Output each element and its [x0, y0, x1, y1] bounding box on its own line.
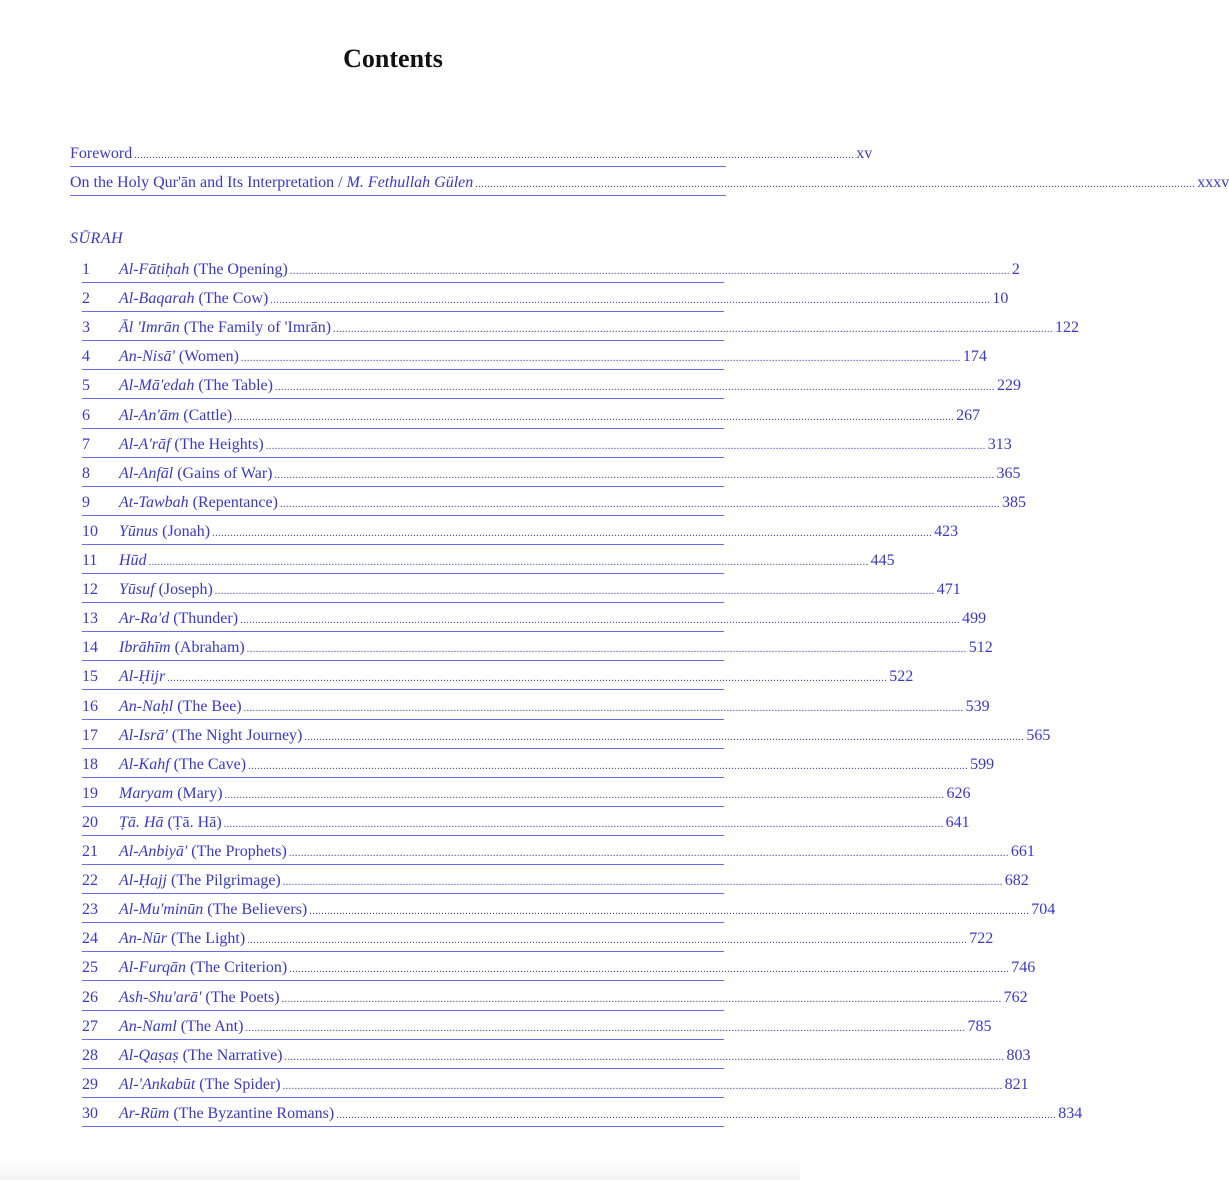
toc-entry-label [82, 842, 287, 862]
surah-name: Yūsuf [119, 581, 155, 598]
surah-name: Hūd [119, 552, 147, 569]
surah-name: An-Naml [119, 1018, 177, 1035]
toc-link-surah[interactable] [82, 842, 1035, 865]
toc-entry-label [82, 289, 268, 309]
surah-number: 30 [82, 1105, 98, 1122]
surah-number: 28 [82, 1047, 98, 1064]
toc-link-interpretation[interactable] [70, 173, 1229, 196]
toc-page-number: 229 [996, 377, 1021, 394]
leader-dots: ................................................................................................................................................................................................................................................ [214, 586, 935, 597]
surah-name: Ash-Shu'arā' [119, 989, 202, 1006]
surah-name: Al-Anfāl [119, 465, 174, 482]
toc-entry-label [82, 1046, 283, 1066]
toc-entry-label [82, 871, 281, 891]
surah-name: Al-Kahf [119, 756, 170, 773]
surah-meaning: (Jonah) [158, 523, 211, 540]
surah-number: 29 [82, 1076, 98, 1093]
toc-page-number: 626 [946, 785, 971, 802]
surah-meaning: (Women) [174, 348, 239, 365]
surah-meaning: (Mary) [173, 785, 223, 802]
toc-link-surah[interactable] [82, 1046, 1031, 1069]
surah-meaning: (Thunder) [169, 610, 239, 627]
toc-page-number: 423 [934, 523, 959, 540]
surah-meaning: (The Narrative) [178, 1047, 283, 1064]
leader-dots: ................................................................................................................................................................................................................................................ [265, 441, 986, 452]
surah-number: 27 [82, 1018, 98, 1035]
surah-name: An-Nūr [119, 930, 167, 947]
surah-number: 2 [82, 290, 90, 307]
surah-number: 19 [82, 785, 98, 802]
toc-link-surah[interactable] [82, 376, 1021, 399]
toc-link-surah[interactable] [82, 1075, 1029, 1098]
surah-number: 9 [82, 494, 90, 511]
toc-page-number: 471 [936, 581, 961, 598]
toc-entry-author: M. Fethullah Gülen [346, 174, 474, 191]
toc-link-surah[interactable] [82, 551, 895, 574]
surah-number: 14 [82, 639, 98, 656]
surah-number: 25 [82, 959, 98, 976]
toc-link-surah[interactable] [82, 406, 981, 429]
leader-dots: ................................................................................................................................................................................................................................................ [248, 761, 969, 772]
leader-dots: ................................................................................................................................................................................................................................................ [475, 179, 1196, 190]
surah-name: An-Nisā' [119, 348, 175, 365]
leader-dots: ................................................................................................................................................................................................................................................ [247, 935, 968, 946]
toc-entry-label [82, 697, 242, 717]
leader-dots: ................................................................................................................................................................................................................................................ [224, 790, 945, 801]
toc-link-surah[interactable] [82, 289, 1009, 312]
toc-link-surah[interactable] [82, 638, 993, 661]
toc-link-surah[interactable] [82, 988, 1028, 1011]
surah-name: Al-Furqān [119, 959, 186, 976]
leader-dots: ................................................................................................................................................................................................................................................ [240, 615, 961, 626]
surah-number: 6 [82, 407, 90, 424]
surah-number: 21 [82, 843, 98, 860]
toc-link-surah[interactable] [82, 609, 987, 632]
toc-link-surah[interactable] [82, 871, 1029, 894]
toc-entry-label [82, 784, 223, 804]
leader-dots: ................................................................................................................................................................................................................................................ [243, 703, 964, 714]
surah-name: Al-Ḥajj [119, 872, 167, 889]
toc-link-surah[interactable] [82, 1104, 1083, 1127]
leader-dots: ................................................................................................................................................................................................................................................ [234, 412, 955, 423]
toc-page-number: 174 [962, 348, 987, 365]
leader-dots: ................................................................................................................................................................................................................................................ [336, 1110, 1057, 1121]
surah-name: Al-'Ankabūt [119, 1076, 196, 1093]
toc-link-surah[interactable] [82, 958, 1036, 981]
toc-link-surah[interactable] [82, 580, 961, 603]
surah-number: 7 [82, 436, 90, 453]
surah-number: 5 [82, 377, 90, 394]
leader-dots: ................................................................................................................................................................................................................................................ [288, 848, 1009, 859]
leader-dots: ................................................................................................................................................................................................................................................ [134, 150, 855, 161]
toc-link-surah[interactable] [82, 522, 959, 545]
surah-meaning: (The Criterion) [185, 959, 288, 976]
toc-entry-label [82, 755, 246, 775]
toc-link-surah[interactable] [82, 347, 987, 370]
surah-meaning: (The Poets) [201, 989, 280, 1006]
surah-name: Maryam [119, 785, 174, 802]
leader-dots: ................................................................................................................................................................................................................................................ [289, 266, 1010, 277]
surah-meaning: (Abraham) [170, 639, 245, 656]
toc-entry-label [82, 551, 147, 571]
toc-link-surah[interactable] [82, 464, 1021, 487]
surah-name: Al-Ḥijr [119, 668, 166, 685]
toc-page-number: 682 [1004, 872, 1029, 889]
toc-page-number: 522 [889, 668, 914, 685]
toc-page-number: 313 [987, 436, 1012, 453]
surah-number: 4 [82, 348, 90, 365]
leader-dots: ................................................................................................................................................................................................................................................ [282, 1081, 1003, 1092]
toc-link-surah[interactable] [82, 755, 995, 778]
toc-page-number: 762 [1003, 989, 1028, 1006]
toc-entry-label [82, 638, 245, 658]
toc-page-number: 565 [1026, 727, 1051, 744]
toc-entry-label [82, 1017, 243, 1037]
surah-meaning: (The Prophets) [187, 843, 287, 860]
surah-meaning: (The Night Journey) [167, 727, 303, 744]
leader-dots: ................................................................................................................................................................................................................................................ [270, 295, 991, 306]
surah-number: 15 [82, 668, 98, 685]
surah-number: 18 [82, 756, 98, 773]
surah-meaning: (The Ant) [176, 1018, 244, 1035]
page-title: Contents [343, 44, 443, 73]
surah-number: 16 [82, 698, 98, 715]
section-heading-surah: SŪRAH [70, 230, 124, 247]
toc-page-number: 512 [968, 639, 993, 656]
surah-number: 22 [82, 872, 98, 889]
surah-name: Āl 'Imrān [119, 319, 180, 336]
toc-entry-label [82, 318, 331, 338]
toc-entry-label [82, 609, 238, 629]
surah-number: 10 [82, 523, 98, 540]
surah-name: Al-An'ām [119, 407, 180, 424]
surah-meaning: (Cattle) [179, 407, 233, 424]
surah-meaning: (The Opening) [189, 261, 288, 278]
toc-link-surah[interactable] [82, 697, 990, 720]
surah-number: 20 [82, 814, 98, 831]
surah-meaning: (The Family of 'Imrān) [179, 319, 332, 336]
toc-page-number: 834 [1058, 1105, 1083, 1122]
leader-dots: ................................................................................................................................................................................................................................................ [281, 994, 1002, 1005]
toc-entry-label [82, 900, 307, 920]
toc-page-number: 10 [992, 290, 1009, 307]
leader-dots: ................................................................................................................................................................................................................................................ [282, 877, 1003, 888]
surah-meaning: (The Light) [167, 930, 246, 947]
leader-dots: ................................................................................................................................................................................................................................................ [212, 528, 933, 539]
surah-number: 13 [82, 610, 98, 627]
leader-dots: ................................................................................................................................................................................................................................................ [246, 644, 967, 655]
toc-link-surah[interactable] [82, 784, 971, 807]
toc-page-number: 821 [1004, 1076, 1029, 1093]
surah-meaning: (The Spider) [195, 1076, 281, 1093]
surah-meaning: (The Table) [194, 377, 273, 394]
toc-entry-label [82, 988, 280, 1008]
toc-link-surah[interactable] [82, 1017, 992, 1040]
toc-page-number: xv [856, 145, 873, 162]
toc-entry-label [82, 493, 278, 513]
toc-page-number: 445 [870, 552, 895, 569]
toc-page-number: 704 [1031, 901, 1056, 918]
toc-entry-label [82, 726, 302, 746]
surah-number: 3 [82, 319, 90, 336]
surah-name: Ṭā. Hā [119, 814, 164, 831]
leader-dots: ................................................................................................................................................................................................................................................ [304, 732, 1025, 743]
surah-name: Al-Mu'minūn [119, 901, 204, 918]
toc-page-number: 661 [1010, 843, 1035, 860]
toc-page-number: 803 [1006, 1047, 1031, 1064]
leader-dots: ................................................................................................................................................................................................................................................ [240, 353, 961, 364]
toc-link-surah[interactable] [82, 900, 1056, 923]
surah-name: Al-Isrā' [119, 727, 168, 744]
toc-page-number: 499 [962, 610, 987, 627]
toc-link-surah[interactable] [82, 493, 1026, 516]
toc-entry-label [82, 1104, 334, 1124]
toc-page-number: 122 [1055, 319, 1080, 336]
surah-number: 11 [82, 552, 98, 569]
toc-page-number: 746 [1011, 959, 1036, 976]
surah-meaning: (Gains of War) [173, 465, 273, 482]
surah-number: 17 [82, 727, 98, 744]
toc-entry-label [82, 464, 273, 484]
surah-meaning: (Repentance) [188, 494, 278, 511]
surah-meaning: (Ṭā. Hā) [163, 814, 222, 831]
toc-entry-label [82, 406, 232, 426]
page-bottom-edge [0, 1158, 800, 1180]
surah-meaning: (The Cave) [169, 756, 247, 773]
surah-name: An-Naḥl [119, 698, 174, 715]
toc-page-number: xxxv [1197, 174, 1229, 191]
surah-name: At-Tawbah [119, 494, 189, 511]
surah-number: 23 [82, 901, 98, 918]
surah-name: Al-Fātiḥah [119, 261, 190, 278]
surah-meaning: (The Byzantine Romans) [169, 1105, 335, 1122]
toc-entry-label [82, 958, 287, 978]
toc-entry-label [82, 435, 264, 455]
surah-name: Al-Baqarah [119, 290, 195, 307]
surah-name: Ar-Ra'd [119, 610, 170, 627]
toc-link-surah[interactable] [82, 318, 1080, 341]
leader-dots: ................................................................................................................................................................................................................................................ [167, 673, 888, 684]
surah-name: Al-A'rāf [119, 436, 171, 453]
surah-meaning: (The Pilgrimage) [167, 872, 281, 889]
toc-entry-title: On the Holy Qur'ān and Its Interpretation / [70, 174, 347, 191]
surah-number: 26 [82, 989, 98, 1006]
surah-number: 1 [82, 261, 90, 278]
surah-number: 8 [82, 465, 90, 482]
toc-link-surah[interactable] [82, 667, 914, 690]
leader-dots: ................................................................................................................................................................................................................................................ [279, 499, 1000, 510]
toc-page-number: 722 [969, 930, 994, 947]
toc-link-surah[interactable] [82, 260, 1020, 283]
leader-dots: ................................................................................................................................................................................................................................................ [148, 557, 869, 568]
leader-dots: ................................................................................................................................................................................................................................................ [274, 470, 995, 481]
toc-entry-label [82, 522, 210, 542]
surah-name: Yūnus [119, 523, 159, 540]
surah-name: Ibrāhīm [119, 639, 171, 656]
leader-dots: ................................................................................................................................................................................................................................................ [333, 324, 1054, 335]
leader-dots: ................................................................................................................................................................................................................................................ [223, 819, 944, 830]
toc-page-number: 385 [1001, 494, 1026, 511]
toc-entry-label [82, 376, 273, 396]
leader-dots: ................................................................................................................................................................................................................................................ [289, 964, 1010, 975]
toc-link-surah[interactable] [82, 726, 1051, 749]
toc-entry-label [70, 173, 473, 193]
toc-page-number: 641 [945, 814, 970, 831]
surah-name: Ar-Rūm [119, 1105, 170, 1122]
surah-name: Al-Qaṣaṣ [119, 1047, 179, 1064]
toc-entry-label [82, 929, 245, 949]
leader-dots: ................................................................................................................................................................................................................................................ [309, 906, 1030, 917]
toc-page-number: 599 [970, 756, 995, 773]
toc-link-surah[interactable] [82, 813, 970, 836]
toc-link-surah[interactable] [82, 929, 994, 952]
surah-meaning: (The Heights) [170, 436, 264, 453]
toc-entry-label [82, 667, 165, 687]
surah-meaning: (The Cow) [194, 290, 269, 307]
toc-entry-label [82, 260, 288, 280]
toc-page-number: 267 [956, 407, 981, 424]
surah-meaning: (The Believers) [203, 901, 308, 918]
surah-name: Al-Mā'edah [119, 377, 195, 394]
toc-entry-label: Foreword [70, 145, 133, 162]
leader-dots: ................................................................................................................................................................................................................................................ [245, 1023, 966, 1034]
toc-entry-label [82, 347, 239, 367]
toc-entry-label [82, 580, 213, 600]
leader-dots: ................................................................................................................................................................................................................................................ [274, 382, 995, 393]
toc-page-number: 2 [1011, 261, 1020, 278]
toc-link-surah[interactable] [82, 435, 1012, 458]
surah-number: 24 [82, 930, 98, 947]
toc-link-foreword[interactable] [70, 144, 873, 167]
leader-dots: ................................................................................................................................................................................................................................................ [284, 1052, 1005, 1063]
toc-entry-label [82, 1075, 281, 1095]
surah-meaning: (The Bee) [173, 698, 242, 715]
toc-page-number: 539 [965, 698, 990, 715]
surah-name: Al-Anbiyā' [119, 843, 188, 860]
toc-page-number: 785 [967, 1018, 992, 1035]
toc-page-number: 365 [996, 465, 1021, 482]
toc-entry-label [82, 813, 222, 833]
surah-meaning: (Joseph) [154, 581, 213, 598]
surah-number: 12 [82, 581, 98, 598]
